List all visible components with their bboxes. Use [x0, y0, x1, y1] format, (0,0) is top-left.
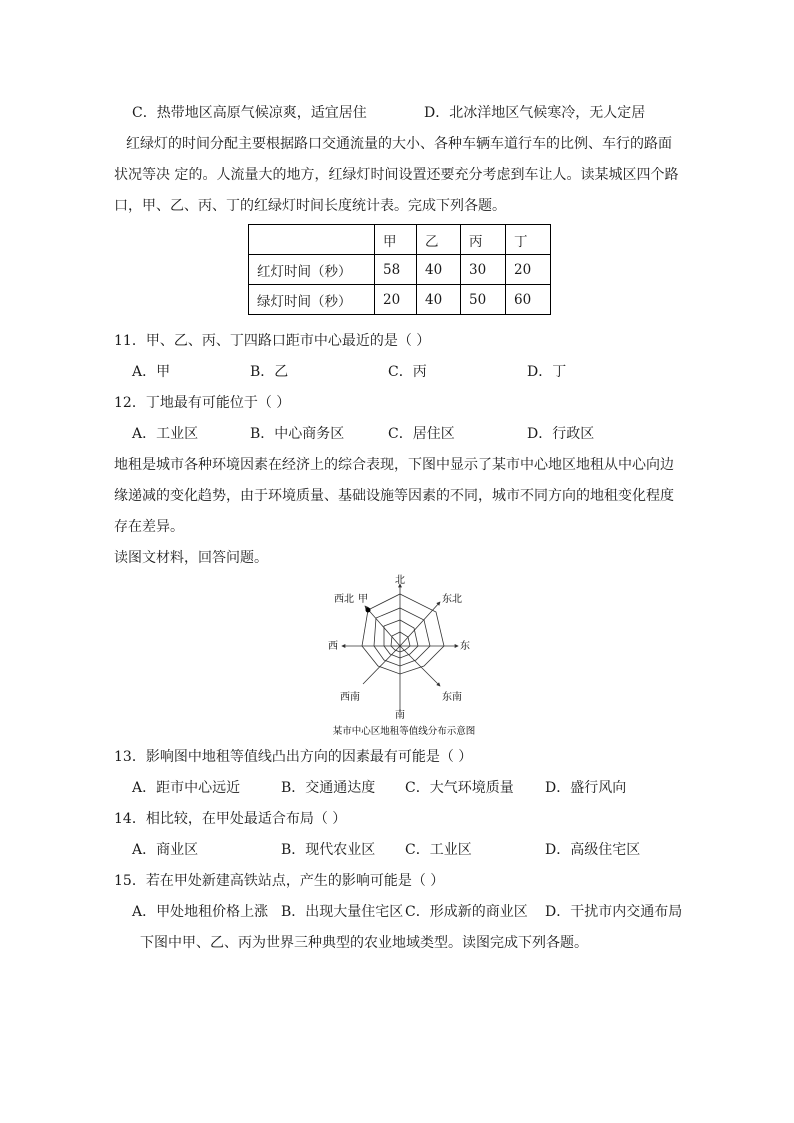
q14-stem: 14．相比较，在甲处最适合布局（ ）	[114, 811, 347, 827]
table-row-label: 绿灯时间（秒）	[249, 285, 375, 315]
q11-option-c: C．丙	[388, 364, 427, 380]
q13-option-d: D．盛行风向	[545, 780, 627, 796]
table-header-row	[249, 225, 551, 255]
q13-stem: 13．影响图中地租等值线凸出方向的因素最有可能是（ ）	[114, 749, 473, 765]
q14-option-c: C．工业区	[405, 842, 472, 858]
table-header-cell: 丁	[506, 225, 551, 255]
isoline-center	[391, 632, 410, 652]
intro2-line1: 地租是城市各种环境因素在经济上的综合表现，下图中显示了某市中心地区地租从中心向边	[114, 457, 674, 473]
q15-stem: 15．若在甲处新建高铁站点，产生的影响可能是（ ）	[114, 873, 445, 889]
q13-option-a: A．距市中心远近	[132, 780, 241, 796]
table-cell: 58	[375, 255, 417, 285]
q12-option-a: A．工业区	[132, 426, 199, 442]
table-cell: 40	[417, 255, 461, 285]
southeast-axis	[400, 646, 440, 686]
table-cell: 40	[417, 285, 461, 315]
label-west: 西	[328, 641, 338, 652]
prev-option-d: D．北冰洋地区气候寒冷，无人定居	[424, 105, 646, 121]
northeast-axis	[400, 602, 440, 646]
table-row-label: 红灯时间（秒）	[249, 255, 375, 285]
q12-stem: 12．丁地最有可能位于（ ）	[114, 395, 291, 411]
q12-option-d: D．行政区	[527, 426, 595, 442]
q15-option-c: C．形成新的商业区	[405, 904, 528, 920]
table-row	[249, 285, 551, 315]
table-cell: 60	[506, 285, 551, 315]
q15-option-a: A．甲处地租价格上涨	[132, 904, 269, 920]
traffic-light-table	[248, 224, 551, 315]
southwest-axis	[363, 646, 400, 684]
q14-option-a: A．商业区	[132, 842, 199, 858]
q13-option-c: C．大气环境质量	[405, 780, 514, 796]
table-header-cell	[249, 225, 375, 255]
intro2-line2: 缘递减的变化趋势，由于环境质量、基础设施等因素的不同，城市不同方向的地租变化程度	[114, 488, 674, 504]
label-east: 东	[460, 641, 470, 652]
intro2-line3: 存在差异。	[114, 519, 184, 535]
q12-option-b: B．中心商务区	[250, 426, 345, 442]
intro1-line3: 口，甲、乙、丙、丁的红绿灯时间长度统计表。完成下列各题。	[114, 198, 506, 214]
q14-option-b: B．现代农业区	[281, 842, 376, 858]
label-southeast: 东南	[442, 692, 462, 703]
table-cell: 20	[375, 285, 417, 315]
label-north: 北	[395, 575, 405, 586]
intro1-line2: 状况等决 定的。人流量大的地方，红绿灯时间设置还要充分考虑到车让人。读某城区四个路	[114, 167, 679, 183]
intro3-line1: 下图中甲、乙、丙为世界三种典型的农业地域类型。读图完成下列各题。	[140, 935, 588, 951]
prev-option-c: C．热带地区高原气候凉爽，适宜居住	[132, 105, 367, 121]
q11-option-a: A．甲	[132, 364, 171, 380]
table-cell: 50	[461, 285, 506, 315]
intro1-line1: 红绿灯的时间分配主要根据路口交通流量的大小、各种车辆车道行车的比例、车行的路面	[126, 136, 672, 152]
label-point-jia: 甲	[358, 594, 368, 605]
q11-option-b: B．乙	[250, 364, 289, 380]
q12-option-c: C．居住区	[388, 426, 455, 442]
q13-option-b: B．交通通达度	[281, 780, 376, 796]
label-northeast: 东北	[442, 594, 462, 605]
table-header-cell: 乙	[417, 225, 461, 255]
figure-caption: 某市中心区地租等值线分布示意图	[332, 726, 476, 737]
table-cell: 30	[461, 255, 506, 285]
label-south: 南	[395, 710, 405, 721]
table-cell: 20	[506, 255, 551, 285]
isoline-inner	[384, 620, 418, 658]
q14-option-d: D．高级住宅区	[545, 842, 641, 858]
land-rent-isoline-figure	[318, 574, 488, 742]
label-northwest: 西北	[334, 594, 354, 605]
q15-option-d: D．干扰市内交通布局	[545, 904, 683, 920]
q11-stem: 11．甲、乙、丙、丁四路口距市中心最近的是（ ）	[114, 333, 431, 349]
intro2-line4: 读图文材料，回答问题。	[114, 550, 268, 566]
point-jia-marker	[366, 608, 371, 613]
northwest-axis	[365, 606, 400, 646]
q15-option-b: B．出现大量住宅区	[281, 904, 404, 920]
q11-option-d: D．丁	[527, 364, 567, 380]
table-header-cell: 甲	[375, 225, 417, 255]
label-southwest: 西南	[340, 692, 360, 703]
table-row	[249, 255, 551, 285]
table-header-cell: 丙	[461, 225, 506, 255]
